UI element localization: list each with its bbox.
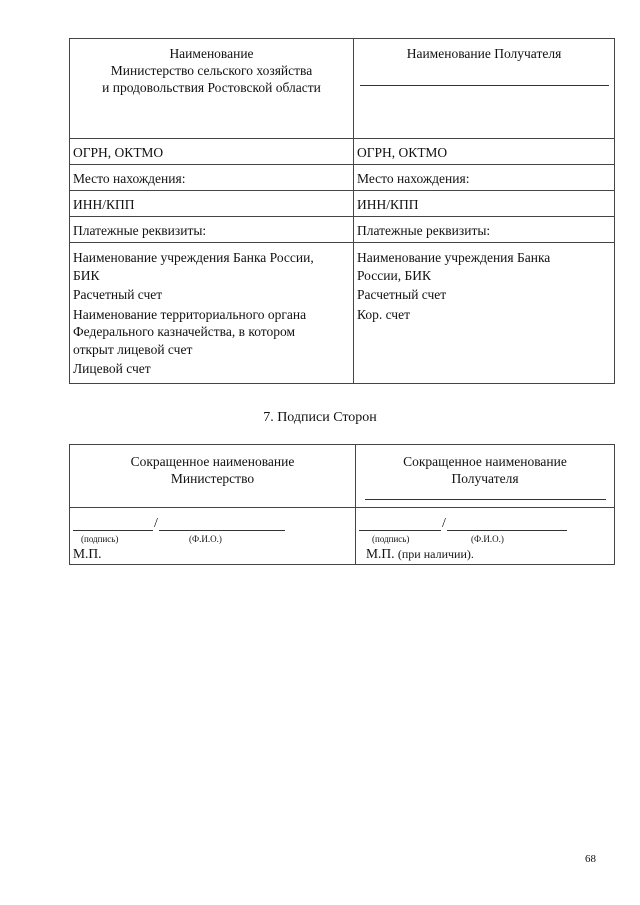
- ogrn-oktmo-recipient-cell: [354, 139, 615, 165]
- full-name-caption: (Ф.И.О.): [471, 534, 504, 544]
- inn-kpp-label: ИНН/КПП: [73, 197, 135, 212]
- bank-detail-line: Расчетный счет: [73, 287, 163, 302]
- recipient-name-line: [360, 85, 609, 86]
- ogrn-oktmo-label: ОГРН, ОКТМО: [73, 145, 164, 160]
- requisites-table: [69, 38, 615, 384]
- recipient-header-cell: [354, 39, 615, 139]
- bank-details-ministry-cell: [70, 243, 354, 384]
- recipient-signature-cell: [356, 508, 615, 565]
- signature-caption: (подпись): [372, 534, 410, 544]
- ministry-stamp-label: М.П.: [73, 546, 102, 561]
- payment-details-recipient-cell: [354, 217, 615, 243]
- recipient-stamp-label: М.П.: [366, 546, 395, 561]
- location-label: Место нахождения:: [357, 171, 470, 186]
- ogrn-oktmo-ministry-cell: [70, 139, 354, 165]
- page-number: 68: [585, 853, 596, 865]
- bank-detail-line: БИК: [73, 267, 100, 283]
- short-name-label: Сокращенное наименование: [403, 454, 567, 469]
- bank-detail-line: открыт лицевой счет: [73, 341, 193, 357]
- payment-details-ministry-cell: [70, 217, 354, 243]
- signature-caption: (подпись): [81, 534, 119, 544]
- inn-kpp-ministry-cell: [70, 191, 354, 217]
- bank-detail-line: Федерального казначейства, в котором: [73, 324, 296, 339]
- signatures-table: [69, 444, 615, 565]
- bank-detail-line: Кор. счет: [357, 306, 410, 322]
- ministry-header-line: и продовольствия Ростовской области: [102, 80, 321, 95]
- ministry-header-line: Наименование: [169, 46, 254, 61]
- recipient-signature-line: [359, 516, 567, 531]
- recipient-short-name: Получателя: [451, 471, 519, 486]
- slash-separator: /: [154, 516, 158, 531]
- inn-kpp-recipient-cell: [354, 191, 615, 217]
- ogrn-oktmo-label: ОГРН, ОКТМО: [357, 145, 448, 160]
- payment-details-label: Платежные реквизиты:: [73, 223, 207, 238]
- location-recipient-cell: [354, 165, 615, 191]
- signature-blank: [359, 518, 441, 531]
- section-title: 7. Подписи Сторон: [263, 410, 377, 425]
- full-name-blank: [159, 518, 285, 531]
- location-ministry-cell: [70, 165, 354, 191]
- bank-detail-line: Наименование территориального органа: [73, 306, 307, 322]
- full-name-blank: [447, 518, 567, 531]
- bank-detail-line: Расчетный счет: [357, 287, 447, 302]
- recipient-short-name-line: [365, 499, 606, 500]
- ministry-header-line: Министерство сельского хозяйства: [110, 63, 313, 78]
- ministry-header-cell: [70, 39, 354, 139]
- recipient-header-label: Наименование Получателя: [406, 46, 562, 61]
- bank-detail-line: Наименование учреждения Банка России,: [73, 250, 314, 265]
- ministry-short-name: Министерство: [170, 471, 255, 486]
- ministry-signature-line: [73, 516, 285, 531]
- bank-detail-line: Наименование учреждения Банка: [357, 250, 551, 265]
- location-label: Место нахождения:: [73, 171, 186, 186]
- inn-kpp-label: ИНН/КПП: [357, 197, 419, 212]
- ministry-signature-cell: [70, 508, 356, 565]
- full-name-caption: (Ф.И.О.): [189, 534, 222, 544]
- recipient-short-name-cell: [356, 445, 615, 508]
- ministry-short-name-cell: [70, 445, 356, 508]
- bank-details-recipient-cell: [354, 243, 615, 384]
- bank-detail-line: России, БИК: [357, 267, 431, 283]
- slash-separator: /: [442, 516, 446, 531]
- bank-detail-line: Лицевой счет: [73, 361, 151, 376]
- recipient-stamp-note: (при наличии).: [397, 547, 474, 561]
- payment-details-label: Платежные реквизиты:: [357, 223, 491, 238]
- short-name-label: Сокращенное наименование: [130, 454, 295, 469]
- recipient-stamp: [366, 546, 474, 562]
- signature-blank: [73, 518, 153, 531]
